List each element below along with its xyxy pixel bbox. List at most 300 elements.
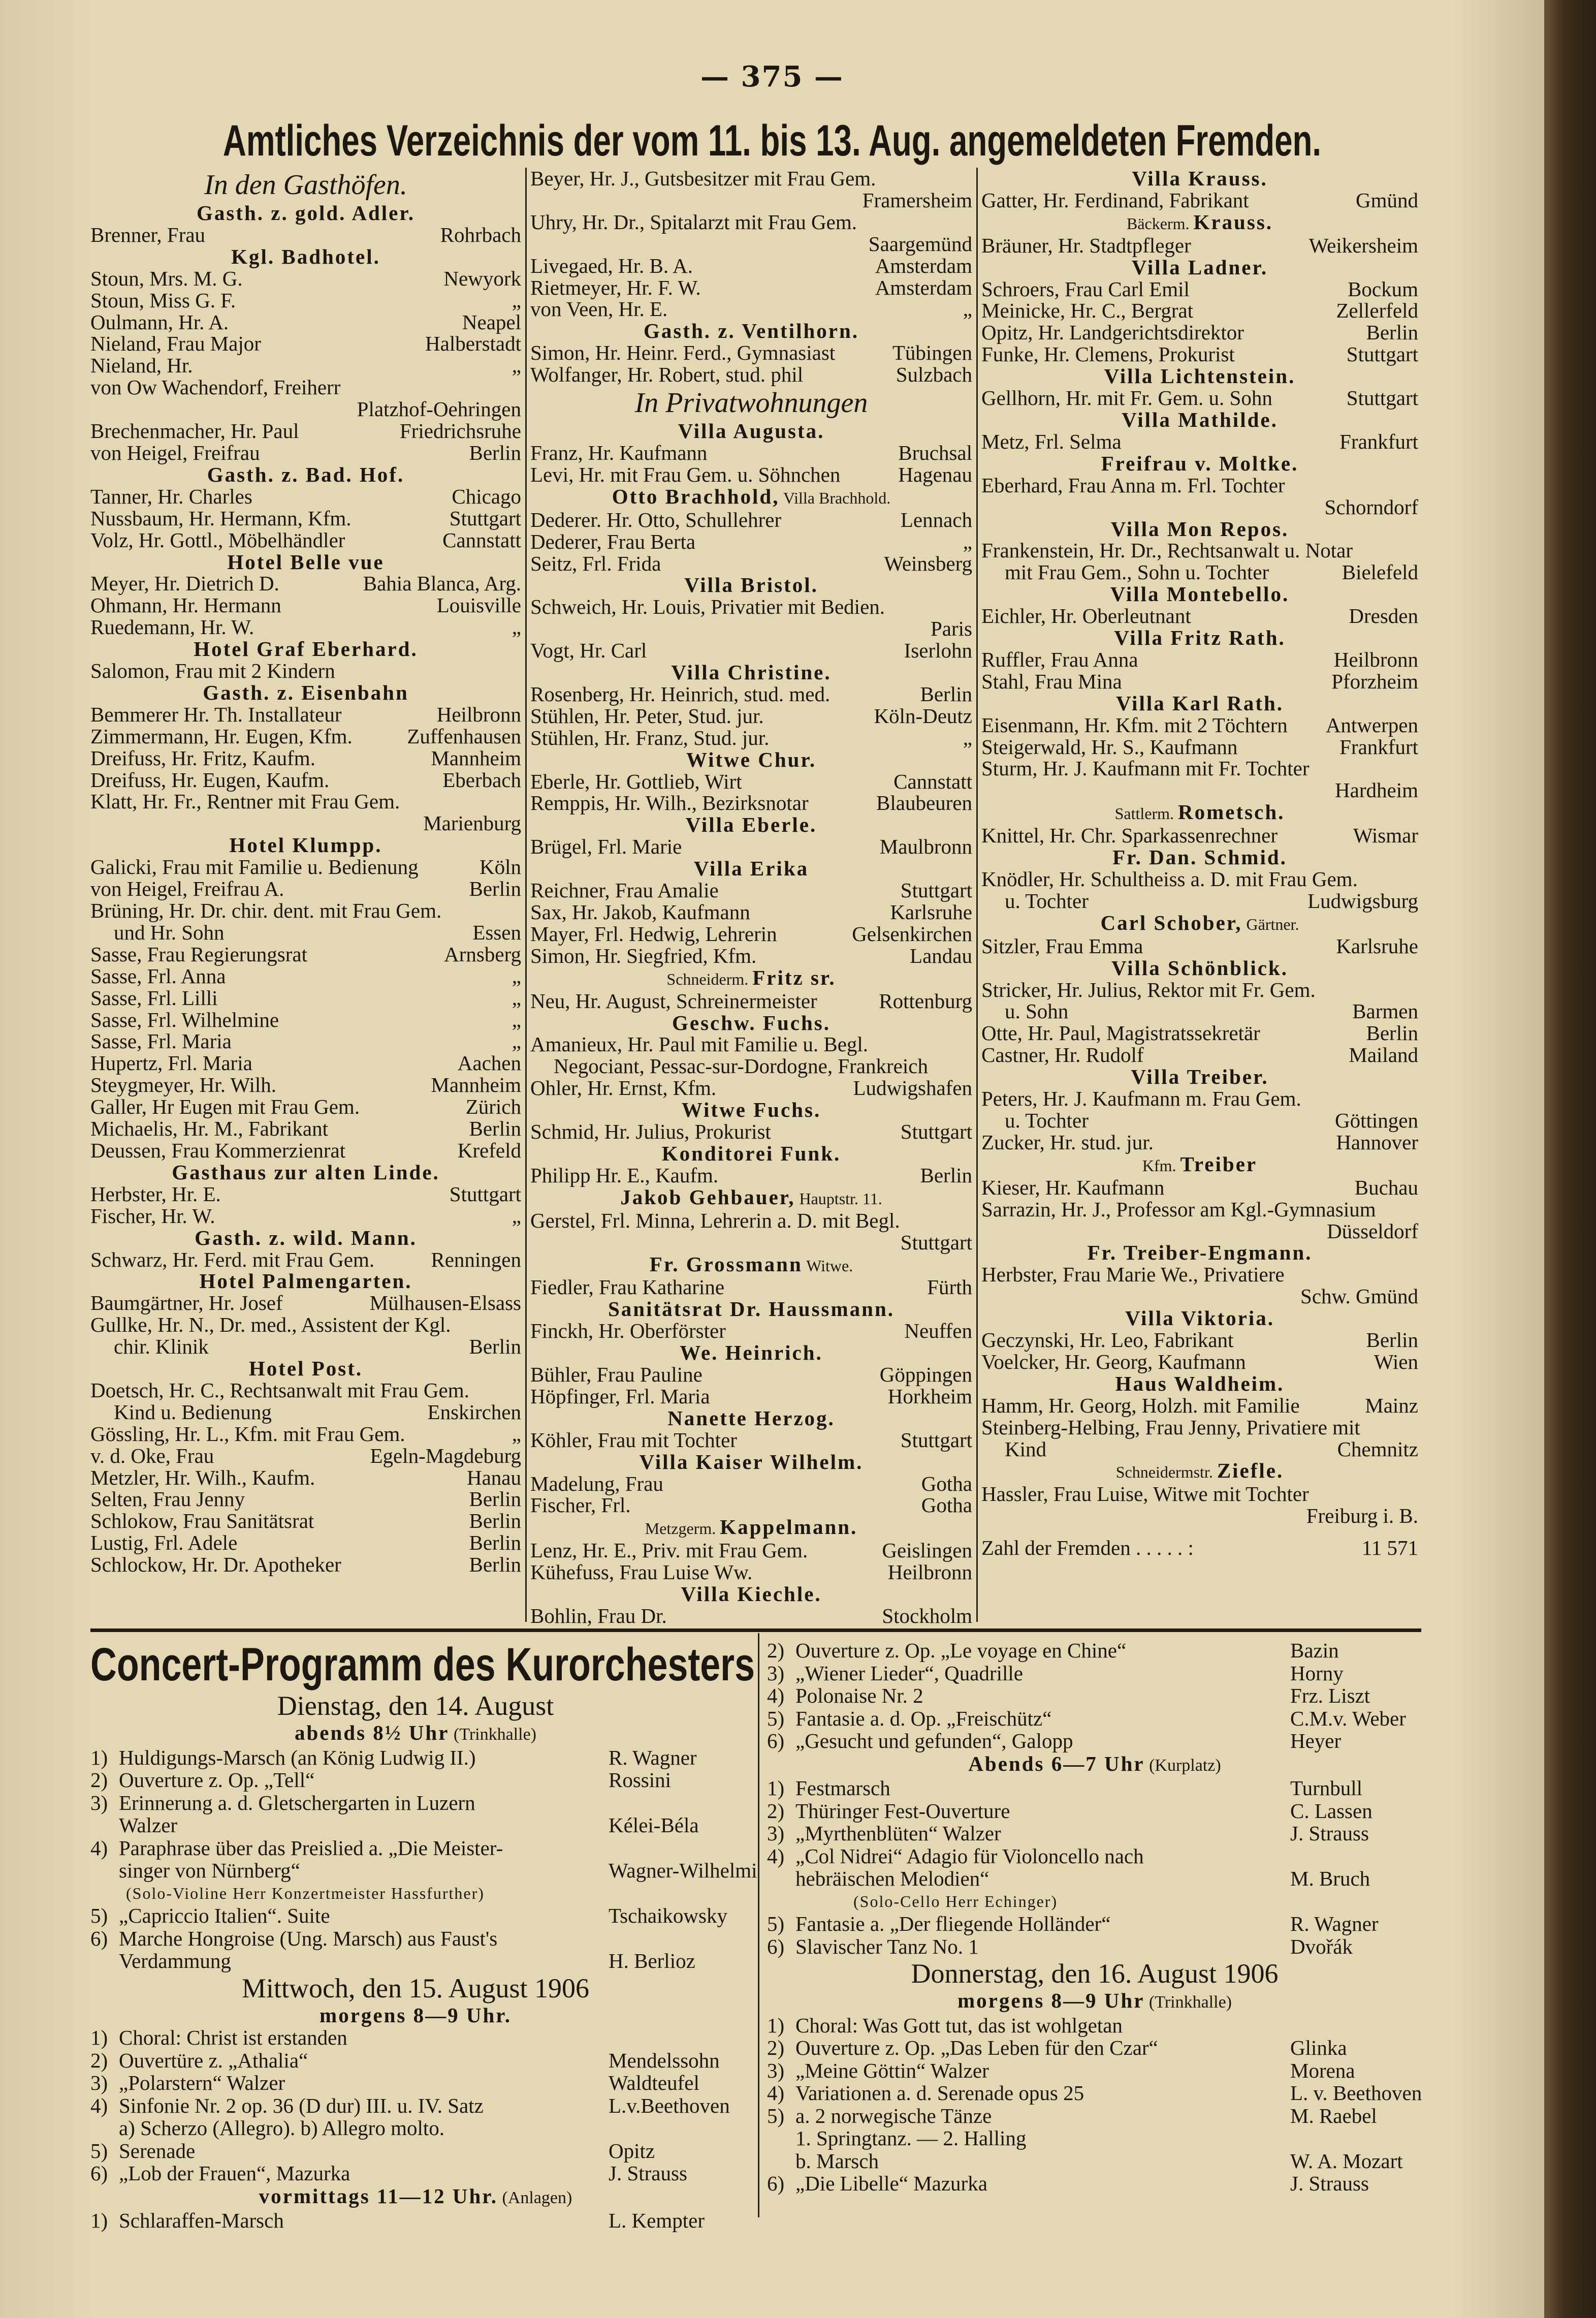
lodging-heading: [530, 1099, 972, 1121]
guest-name: Kind u. Bedienung: [114, 1400, 272, 1424]
guest-origin: Berlin: [920, 1163, 972, 1187]
concert-time: abends 8½ Uhr: [295, 1721, 450, 1744]
guest-entry: [90, 377, 521, 398]
lodging-heading: [530, 574, 972, 596]
guest-name: Philipp Hr. E., Kaufm.: [530, 1163, 719, 1187]
guest-name: Frankenstein, Hr. Dr., Rechtsanwalt u. Notar: [981, 539, 1353, 562]
guest-entry: [981, 235, 1418, 257]
guest-entry: [981, 1044, 1418, 1066]
program-item: [90, 2209, 741, 2232]
program-number: [90, 1814, 119, 1837]
guest-entry: [530, 211, 972, 233]
guest-entry: [981, 278, 1418, 300]
guest-entry: [530, 771, 972, 793]
lodging-heading: [530, 967, 972, 990]
guest-origin: Berlin: [920, 682, 972, 706]
guest-name: Gellhorn, Hr. mit Fr. Gem. u. Sohn: [981, 386, 1272, 410]
guest-name: Kind: [1005, 1437, 1046, 1461]
guest-origin: Bahia Blanca, Arg.: [363, 572, 521, 596]
guest-entry: [530, 596, 972, 618]
lodging-name: Witwe Chur.: [686, 747, 817, 771]
lodging-heading: [530, 1407, 972, 1429]
guest-name: Steinberg-Helbing, Frau Jenny, Privatiere mit: [981, 1415, 1360, 1439]
lodging-heading: [530, 749, 972, 771]
guest-entry: [90, 856, 521, 878]
lodging-name: Kgl. Badhotel.: [231, 244, 380, 268]
guest-entry: [530, 168, 972, 190]
lodging-heading: [981, 912, 1418, 935]
program-number: 4): [90, 1836, 108, 1860]
program-work: „Gesucht und gefunden“, Galopp: [795, 1729, 1073, 1752]
program-item: [767, 1913, 1422, 1935]
guest-name: Negociant, Pessac-sur-Dordogne, Frankreich: [554, 1054, 928, 1078]
guest-name: Opitz, Hr. Landgerichtsdirektor: [981, 321, 1244, 344]
program-composer: [1290, 2014, 1422, 2037]
guest-name: u. Sohn: [1005, 999, 1069, 1023]
guest-origin: Enskirchen: [427, 1400, 521, 1424]
guest-name: Ohler, Hr. Ernst, Kfm.: [530, 1076, 717, 1100]
guest-origin: Dresden: [1349, 604, 1418, 628]
guest-entry: [90, 333, 521, 355]
program-work: Thüringer Fest-Ouverture: [795, 1799, 1010, 1823]
guest-origin: Stuttgart: [449, 506, 521, 530]
guest-entry: [90, 944, 521, 965]
guest-name: Nieland, Hr.: [90, 354, 193, 378]
guest-entry: [981, 1329, 1418, 1351]
guest-entry: [530, 683, 972, 705]
lodging-name: Sanitätsrat Dr. Haussmann.: [608, 1297, 895, 1321]
guest-name: Simon, Hr. Siegfried, Kfm.: [530, 944, 757, 967]
lodging-name: Villa Krauss.: [1132, 167, 1268, 190]
guest-name: Amanieux, Hr. Paul mit Familie u. Begl.: [530, 1032, 869, 1056]
guest-name: Schweich, Hr. Louis, Privatier mit Bedien.: [530, 595, 885, 619]
lodging-name: Hotel Post.: [248, 1357, 363, 1381]
guest-entry: [90, 965, 521, 987]
guest-name: Brenner, Frau: [90, 223, 206, 246]
program-work: Erinnerung a. d. Gletschergarten in Luzern: [119, 1791, 475, 1814]
guest-entry: [90, 1009, 521, 1031]
guest-name: Lustig, Frl. Adele: [90, 1531, 238, 1555]
guest-name: Sitzler, Frau Emma: [981, 934, 1143, 958]
lodging-name: Gasth. z. Eisenbahn: [203, 680, 409, 704]
guest-origin: Cannstatt: [893, 769, 972, 793]
guest-name: Neu, Hr. August, Schreinermeister: [530, 989, 817, 1013]
guest-entry: [90, 1401, 521, 1423]
program-work: Fantasie a. „Der fliegende Holländer“: [795, 1912, 1111, 1935]
program-work: Choral: Was Gott tut, das ist wohlgetan: [795, 2013, 1123, 2037]
lodging-note: Witwe.: [802, 1256, 853, 1275]
program-composer: Morena: [1290, 2058, 1355, 2082]
concert-venue: (Trinkhalle): [1144, 1993, 1232, 2012]
guest-name: Castner, Hr. Rudolf: [981, 1043, 1144, 1067]
guest-name: Sasse, Frl. Lilli: [90, 986, 218, 1010]
guest-name: Sasse, Frl. Anna: [90, 964, 226, 988]
guest-origin: Sulzbach: [896, 363, 972, 387]
lodging-name: Villa Viktoria.: [1125, 1306, 1275, 1330]
guest-name: Ruffler, Frau Anna: [981, 647, 1138, 671]
program-number: 5): [90, 2139, 108, 2163]
program-composer: C. Lassen: [1290, 1799, 1372, 1823]
guest-name: Steigerwald, Hr. S., Kaufmann: [981, 735, 1238, 759]
guest-origin: „: [963, 297, 972, 321]
guest-entry: [530, 1055, 972, 1077]
guest-entry: [530, 1605, 972, 1627]
lodging-name: Nanette Herzog.: [667, 1406, 835, 1430]
guest-origin-continued: Schorndorf: [1324, 495, 1418, 519]
program-item: [90, 1950, 741, 1972]
guest-entry: [530, 990, 972, 1012]
guest-origin: Arnsberg: [444, 942, 521, 966]
lodging-heading: [530, 662, 972, 683]
guest-name: Galicki, Frau mit Familie u. Bedienung: [90, 855, 419, 879]
concert-time-heading: [90, 2004, 741, 2027]
lodging-name: Hotel Graf Eberhard.: [194, 637, 418, 661]
guest-entry: [530, 945, 972, 967]
lodging-name: Fritz sr.: [752, 965, 836, 989]
concert-time-heading: [90, 1721, 741, 1746]
guest-name: Herbster, Hr. E.: [90, 1182, 221, 1206]
lodging-name: Villa Fritz Rath.: [1114, 626, 1286, 650]
guest-entry: [530, 727, 972, 749]
guest-origin: Göttingen: [1335, 1108, 1418, 1132]
guest-entry: [981, 1395, 1418, 1417]
guest-name: Reichner, Frau Amalie: [530, 879, 719, 902]
guest-entry: [530, 923, 972, 945]
guest-origin: Halberstadt: [425, 332, 521, 356]
program-item: [90, 1814, 741, 1837]
lodging-heading: [981, 409, 1418, 431]
guest-entry: [981, 1177, 1418, 1199]
lodging-name: Konditorei Funk.: [661, 1141, 841, 1165]
program-composer: Rossini: [609, 1768, 672, 1792]
guest-entry: [981, 605, 1418, 627]
guest-total-value: 11 571: [1361, 1536, 1418, 1560]
lodging-heading: [90, 1162, 521, 1183]
guest-entry: [530, 792, 972, 814]
program-composer: W. A. Mozart: [1290, 2149, 1403, 2173]
program-number: 6): [90, 1926, 108, 1950]
guest-entry: [530, 1033, 972, 1055]
guest-name: Volz, Hr. Gottl., Möbelhändler: [90, 528, 345, 552]
concert-venue: (Trinkhalle): [449, 1725, 536, 1744]
guest-origin-continued: Saargemünd: [868, 232, 972, 256]
program-composer: Wagner-Wilhelmi: [609, 1859, 757, 1882]
concert-time-heading: [767, 1752, 1422, 1777]
program-item: [90, 1769, 741, 1792]
lodging-name: Villa Eberle.: [685, 813, 817, 837]
program-composer: M. Raebel: [1290, 2104, 1377, 2127]
guest-entry: [981, 561, 1418, 583]
guest-name: Bühler, Frau Pauline: [530, 1363, 703, 1387]
lodging-name: Treiber: [1180, 1152, 1258, 1176]
guest-name: Sasse, Frl. Maria: [90, 1029, 232, 1053]
guest-origin-continued: Framersheim: [862, 188, 972, 212]
program-number: 1): [90, 1745, 108, 1769]
guest-origin: Buchau: [1354, 1175, 1418, 1199]
program-work: Huldigungs-Marsch (an König Ludwig II.): [119, 1745, 476, 1769]
program-composer: Opitz: [609, 2139, 655, 2163]
guest-entry: [981, 736, 1418, 758]
guest-origin: „: [512, 1008, 521, 1031]
guest-origin: Newyork: [443, 266, 521, 290]
guest-entry: [90, 573, 521, 594]
program-item: [767, 1707, 1422, 1730]
program-composer: L.v.Beethoven: [609, 2093, 730, 2117]
lodging-name: Gasth. z. wild. Mann.: [195, 1226, 417, 1249]
guest-entry: [90, 508, 521, 529]
program-work: Slavischer Tanz No. 1: [795, 1934, 979, 1958]
guest-name: Deussen, Frau Kommerzienrat: [90, 1138, 346, 1162]
guest-entry: [530, 880, 972, 901]
program-number: 6): [767, 1729, 785, 1752]
guest-origin: Krefeld: [457, 1138, 521, 1162]
program-work: singer von Nürnberg“: [119, 1859, 300, 1882]
lodging-heading: [530, 1143, 972, 1165]
lodging-heading: [530, 1254, 972, 1277]
lodging-name: Gasth. z. Ventilhorn.: [643, 319, 859, 343]
lodging-heading: [530, 1012, 972, 1034]
guest-origin-continued: Hardheim: [1335, 778, 1418, 802]
program-number: 3): [767, 1661, 785, 1685]
guest-entry: [981, 1483, 1418, 1505]
guest-entry: [90, 726, 521, 747]
guest-name: Bohlin, Frau Dr.: [530, 1604, 667, 1627]
guest-name: Brüning, Hr. Dr. chir. dent. mit Frau Gem.: [90, 899, 442, 922]
guest-origin: Hanau: [466, 1465, 521, 1489]
guest-origin: Ludwigsburg: [1307, 889, 1418, 913]
guest-name: Sax, Hr. Jakob, Kaufmann: [530, 900, 750, 924]
guest-name: Fischer, Hr. W.: [90, 1204, 215, 1228]
program-number: [767, 2150, 795, 2173]
guest-entry: [90, 1140, 521, 1162]
guest-entry: [90, 922, 521, 944]
guest-name: Tanner, Hr. Charles: [90, 484, 252, 508]
program-item: [90, 2140, 741, 2163]
column-divider: [758, 1633, 759, 2217]
guest-entry: [530, 1210, 972, 1232]
guest-origin: Heilbronn: [436, 702, 521, 726]
guest-name: Finckh, Hr. Oberförster: [530, 1319, 726, 1343]
guest-entry: [90, 1096, 521, 1118]
guest-entry: [981, 343, 1418, 365]
guest-origin: Göppingen: [879, 1363, 972, 1387]
program-composer: [609, 1792, 741, 1814]
program-item: [90, 1859, 757, 1882]
program-work: „Capriccio Italien“. Suite: [119, 1904, 330, 1927]
program-number: 2): [90, 2048, 108, 2072]
guest-name: Ruedemann, Hr. W.: [90, 615, 254, 639]
program-item: [90, 2117, 741, 2140]
program-item: [90, 1792, 741, 1814]
program-number: 1): [767, 1776, 785, 1800]
guest-origin: Hannover: [1336, 1130, 1418, 1154]
lodging-prefix: Bäckerm.: [1126, 214, 1194, 233]
lodging-name: Villa Mathilde.: [1122, 408, 1278, 431]
guest-entry: [530, 1165, 972, 1186]
guest-origin: Neapel: [462, 310, 521, 334]
lodging-name: Kappelmann.: [720, 1515, 858, 1539]
guest-entry: [981, 1022, 1418, 1044]
guest-origin: Mülhausen-Elsass: [369, 1291, 521, 1315]
program-work: Verdammung: [119, 1949, 231, 1972]
guest-origin: „: [963, 726, 972, 749]
guest-name: Köhler, Frau mit Tochter: [530, 1428, 737, 1452]
guest-origin: Louisville: [436, 593, 521, 617]
program-work: Schlaraffen-Marsch: [119, 2209, 284, 2232]
guest-origin-continued: Schw. Gmünd: [1300, 1285, 1418, 1308]
concert-program-title: Concert-Programm des Kurorchesters: [90, 1639, 755, 1690]
guest-name: Rietmeyer, Hr. F. W.: [530, 275, 701, 299]
concert-time: morgens 8—9 Uhr.: [320, 2003, 512, 2027]
lodging-name: Freifrau v. Moltke.: [1101, 451, 1299, 475]
guest-name: Meinicke, Hr. C., Bergrat: [981, 299, 1194, 323]
guest-entry: [981, 935, 1418, 957]
guest-origin: Mailand: [1349, 1043, 1418, 1067]
guest-name: Dederer. Hr. Otto, Schullehrer: [530, 508, 782, 531]
guest-origin: Bielefeld: [1342, 560, 1418, 584]
program-item: [90, 1927, 741, 1950]
guest-entry: [90, 1423, 521, 1445]
guest-origin: „: [512, 1029, 521, 1053]
guest-name: Stühlen, Hr. Franz, Stud. jur.: [530, 726, 770, 749]
lodging-heading: [530, 1298, 972, 1320]
lodging-prefix: Sattlerm.: [1114, 804, 1178, 823]
guest-origin-continued: Freiburg i. B.: [1306, 1504, 1418, 1528]
concert-venue: (Anlagen): [498, 2188, 572, 2207]
concert-time: Abends 6—7 Uhr: [968, 1751, 1145, 1775]
program-item: [90, 1837, 741, 1860]
guest-origin: Renningen: [431, 1247, 521, 1271]
guest-name: Geczynski, Hr. Leo, Fabrikant: [981, 1328, 1234, 1352]
lodging-name: Hotel Palmengarten.: [199, 1269, 412, 1293]
guest-entry: [530, 298, 972, 320]
guest-entry: [981, 890, 1418, 912]
lodging-heading: [981, 1066, 1418, 1088]
guest-name: Schmid, Hr. Julius, Prokurist: [530, 1120, 771, 1144]
program-composer: Waldteufel: [609, 2071, 699, 2094]
guest-entry: [530, 342, 972, 364]
guest-origin: Zellerfeld: [1336, 299, 1418, 323]
guest-name: Dreifuss, Hr. Fritz, Kaufm.: [90, 746, 315, 770]
guest-origin: Bruchsal: [898, 441, 972, 464]
program-composer: [609, 2117, 741, 2140]
guest-entry: [530, 640, 972, 662]
guest-origin: Chicago: [452, 484, 521, 508]
guest-name: von Heigel, Freifrau A.: [90, 877, 284, 901]
program-number: 4): [767, 1684, 785, 1707]
guest-name: Madelung, Frau: [530, 1471, 663, 1495]
lodging-prefix: Metzgerm.: [645, 1519, 720, 1538]
guest-name: Sarrazin, Hr. J., Professor am Kgl.-Gymnasium: [981, 1197, 1376, 1221]
guest-origin: Rohrbach: [440, 223, 521, 246]
guest-origin: Frankfurt: [1339, 735, 1418, 759]
guest-name: Bemmerer Hr. Th. Installateur: [90, 702, 342, 726]
guest-origin: Zuffenhausen: [407, 724, 521, 748]
guest-entry: [530, 1494, 972, 1516]
program-composer: Hornу: [1290, 1661, 1344, 1685]
lodging-name: Villa Augusta.: [678, 419, 825, 443]
guest-name: Gössling, Hr. L., Kfm. mit Frau Gem.: [90, 1422, 405, 1446]
guest-name: Schwarz, Hr. Ferd. mit Frau Gem.: [90, 1247, 375, 1271]
guest-entry: [530, 255, 972, 277]
guest-entry: [90, 1445, 521, 1467]
lodging-name: Villa Christine.: [671, 661, 832, 684]
guest-origin: Stuttgart: [900, 1428, 972, 1452]
program-item: [767, 2127, 1422, 2150]
lodging-heading: [90, 834, 521, 856]
guest-origin: Iserlohn: [904, 639, 972, 663]
program-composer: R. Wagner: [609, 1745, 697, 1769]
lodging-heading: [90, 638, 521, 660]
guest-entry: [90, 704, 521, 726]
guest-list-column-3: [981, 168, 1418, 1622]
lodging-name: Villa Montebello.: [1110, 582, 1290, 606]
guest-name: Vogt, Hr. Carl: [530, 639, 647, 663]
guest-name: Fischer, Frl.: [530, 1493, 631, 1517]
lodging-name: Gasthaus zur alten Linde.: [172, 1160, 440, 1184]
guest-origin: Egeln-Magdeburg: [370, 1444, 521, 1467]
guest-origin: Barmen: [1352, 999, 1418, 1023]
lodging-name: Villa Bristol.: [684, 573, 818, 597]
guest-total: [981, 1537, 1418, 1559]
guest-entry: [530, 901, 972, 923]
guest-name: Selten, Frau Jenny: [90, 1487, 245, 1511]
guest-name: Fiedler, Frau Katharine: [530, 1275, 725, 1299]
program-composer: H. Berlioz: [609, 1949, 695, 1972]
guest-origin-continued: Marienburg: [423, 811, 521, 835]
program-item: [767, 1935, 1422, 1958]
program-item: [767, 2014, 1422, 2037]
guest-name: Beyer, Hr. J., Gutsbesitzer mit Frau Gem.: [530, 167, 876, 190]
guest-entry: [530, 1473, 972, 1495]
program-work: Paraphrase über das Preislied a. „Die Meister-: [119, 1836, 503, 1860]
program-number: [90, 1950, 119, 1972]
guest-entry: [530, 1561, 972, 1583]
guest-origin: Berlin: [1366, 1328, 1418, 1352]
guest-name: Klatt, Hr. Fr., Rentner mit Frau Gem.: [90, 790, 400, 813]
guest-name: Uhry, Hr. Dr., Spitalarzt mit Frau Gem.: [530, 210, 857, 234]
guest-entry: [90, 486, 521, 508]
program-number: [90, 2117, 119, 2140]
lodging-heading: [981, 211, 1418, 235]
program-work: a) Scherzo (Allegro). b) Allegro molto.: [119, 2116, 445, 2140]
program-work: Ouverture z. Op. „Tell“: [119, 1768, 315, 1792]
guest-entry: [981, 1351, 1418, 1373]
guest-total-label: Zahl der Fremden . . . . . :: [981, 1536, 1194, 1560]
guest-origin: „: [512, 1204, 521, 1228]
lodging-heading: [981, 365, 1418, 387]
lodging-note: Hauptstr. 11.: [795, 1189, 882, 1208]
guest-origin: Antwerpen: [1325, 713, 1418, 737]
lodging-heading: [90, 1270, 521, 1292]
program-number: [767, 2127, 795, 2150]
guest-origin: „: [512, 986, 521, 1010]
guest-entry: [530, 277, 972, 299]
guest-entry: [981, 1110, 1418, 1132]
guest-name: Hamm, Hr. Georg, Holzh. mit Familie: [981, 1393, 1300, 1417]
guest-origin: Berlin: [469, 1117, 521, 1141]
lodging-name: Fr. Grossmann: [649, 1252, 803, 1276]
guest-name: Ohmann, Hr. Hermann: [90, 593, 281, 617]
program-composer: Frz. Liszt: [1290, 1684, 1370, 1707]
guest-origin: Berlin: [469, 441, 521, 464]
lodging-heading: [90, 464, 521, 486]
guest-name: Höpfinger, Frl. Maria: [530, 1384, 710, 1408]
lodging-heading: [981, 693, 1418, 714]
program-work: 1. Springtanz. — 2. Halling: [795, 2126, 1027, 2150]
guest-entry: [981, 1088, 1418, 1110]
guest-origin: Weinsberg: [884, 551, 972, 575]
